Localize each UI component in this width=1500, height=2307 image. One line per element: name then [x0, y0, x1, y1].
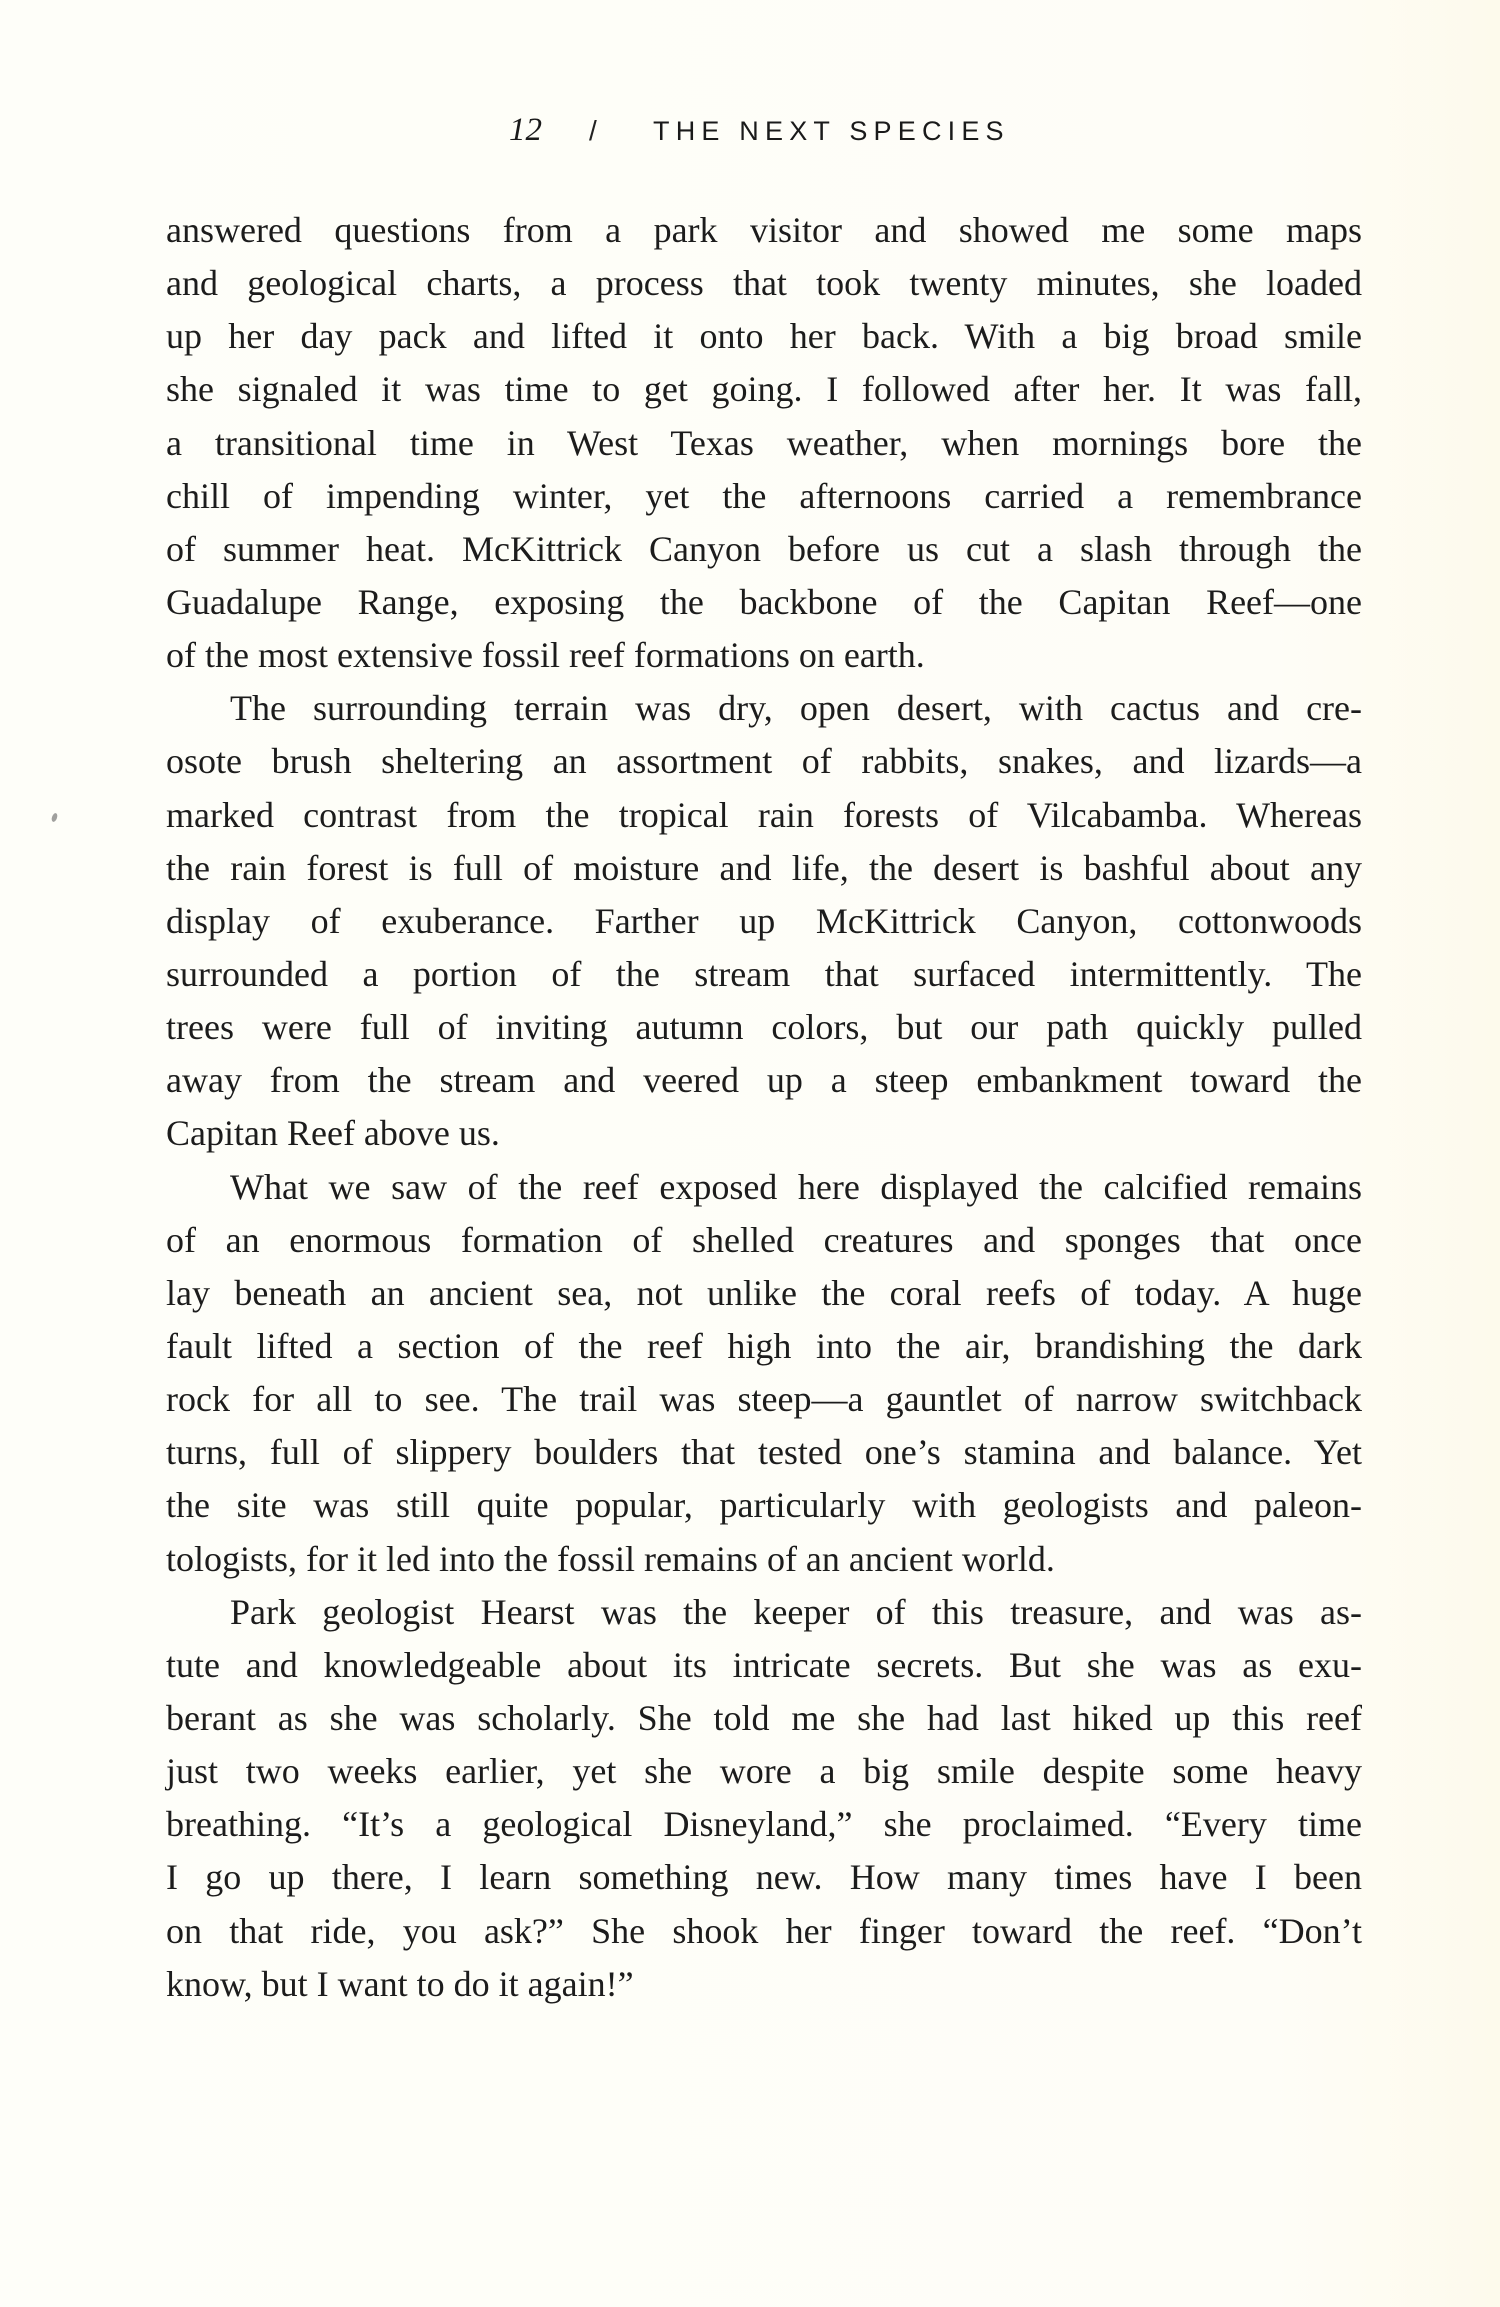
text-line: of summer heat. McKittrick Canyon before us cut a slash through the [166, 528, 1362, 569]
text-line: the site was still quite popular, particularly with geologists and paleon- [166, 1485, 1362, 1526]
text-line: and geological charts, a process that took twenty minutes, she loaded [166, 263, 1362, 304]
running-head [509, 110, 1010, 150]
text-line: osote brush sheltering an assortment of rabbits, snakes, and lizards—a [166, 741, 1362, 782]
paragraph-2 [166, 682, 1362, 1160]
text-line: Capitan Reef above us. [166, 1113, 500, 1154]
text-line: I go up there, I learn something new. How many times have I been [166, 1857, 1362, 1898]
text-line: just two weeks earlier, yet she wore a big smile despite some heavy [166, 1751, 1362, 1792]
scan-speck-mark [51, 812, 59, 822]
text-line: of an enormous formation of shelled creatures and sponges that once [166, 1219, 1362, 1260]
text-line: breathing. “It’s a geological Disneyland,” she proclaimed. “Every time [166, 1804, 1362, 1845]
text-line: lay beneath an ancient sea, not unlike the coral reefs of today. A huge [166, 1272, 1362, 1313]
text-line: The surrounding terrain was dry, open desert, with cactus and cre- [230, 688, 1362, 729]
text-line: What we saw of the reef exposed here displayed the calcified remains [230, 1166, 1362, 1207]
text-line: marked contrast from the tropical rain forests of Vilcabamba. Whereas [166, 794, 1362, 835]
text-line: a transitional time in West Texas weather, when mornings bore the [166, 422, 1362, 463]
paragraph-1 [166, 204, 1362, 682]
text-line: the rain forest is full of moisture and life, the desert is bashful about any [166, 847, 1362, 888]
book-title: THE NEXT SPECIES [653, 116, 1010, 146]
text-line: turns, full of slippery boulders that tested one’s stamina and balance. Yet [166, 1432, 1362, 1473]
paragraph-3 [166, 1161, 1362, 1586]
paragraph-4 [166, 1586, 1362, 2011]
text-line: she signaled it was time to get going. I followed after her. It was fall, [166, 369, 1362, 410]
header-separator: / [589, 115, 597, 146]
text-line: tologists, for it led into the fossil remains of an ancient world. [166, 1538, 1055, 1579]
text-line: away from the stream and veered up a steep embankment toward the [166, 1060, 1362, 1101]
text-line: fault lifted a section of the reef high into the air, brandishing the dark [166, 1325, 1362, 1366]
text-line: display of exuberance. Farther up McKittrick Canyon, cottonwoods [166, 900, 1362, 941]
text-line: Guadalupe Range, exposing the backbone of the Capitan Reef—one [166, 581, 1362, 622]
text-line: on that ride, you ask?” She shook her finger toward the reef. “Don’t [166, 1910, 1362, 1951]
text-line: berant as she was scholarly. She told me she had last hiked up this reef [166, 1697, 1362, 1738]
text-line: know, but I want to do it again!” [166, 1963, 634, 2004]
text-line: of the most extensive fossil reef formations on earth. [166, 635, 925, 676]
text-line: rock for all to see. The trail was steep—a gauntlet of narrow switchback [166, 1379, 1362, 1420]
text-line: chill of impending winter, yet the afternoons carried a remembrance [166, 475, 1362, 516]
text-line: up her day pack and lifted it onto her back. With a big broad smile [166, 316, 1362, 357]
text-line: tute and knowledgeable about its intricate secrets. But she was as exu- [166, 1644, 1362, 1685]
body-text [166, 204, 1362, 2011]
page-number: 12 [509, 112, 542, 148]
text-line: trees were full of inviting autumn colors, but our path quickly pulled [166, 1007, 1362, 1048]
text-line: Park geologist Hearst was the keeper of this treasure, and was as- [230, 1591, 1362, 1632]
text-line: surrounded a portion of the stream that surfaced intermittently. The [166, 953, 1362, 994]
text-line: answered questions from a park visitor and showed me some maps [166, 210, 1362, 250]
